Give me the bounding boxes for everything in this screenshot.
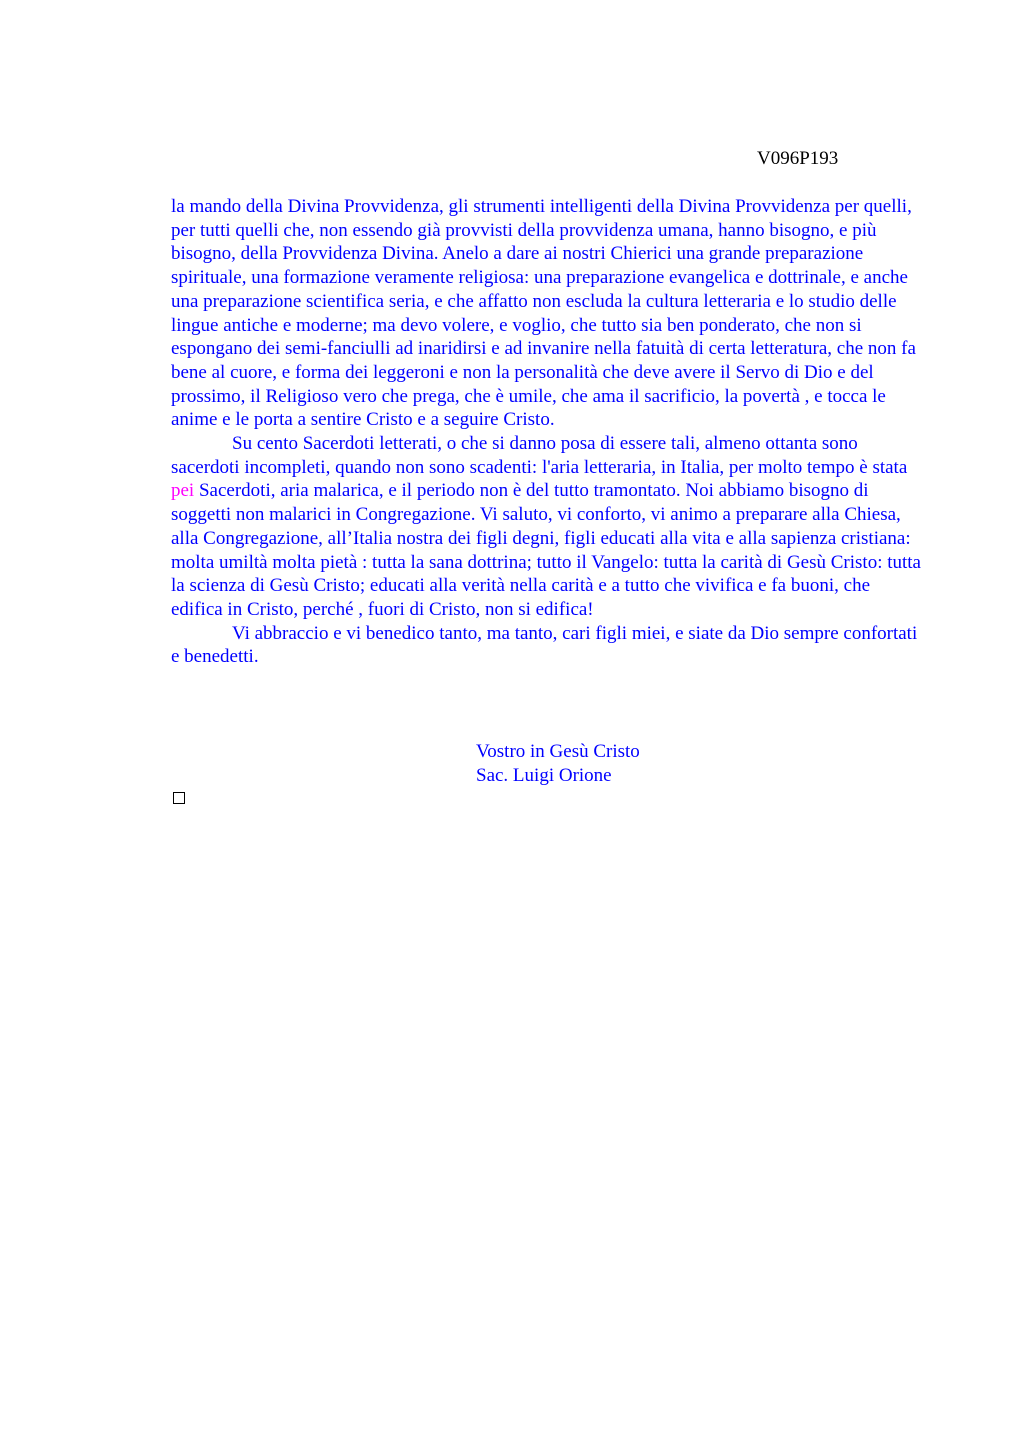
- paragraph-2-text-start: Su cento Sacerdoti letterati, o che si danno posa di essere tali, almeno ottanta sono sacerdoti incompleti, quando non sono scadenti: l'aria letteraria, in Italia, per molto tempo è stata: [171, 433, 908, 478]
- signature-block: [476, 740, 640, 788]
- checkbox-square-icon: [173, 792, 185, 804]
- signature-name: Sac. Luigi Orione: [476, 765, 612, 786]
- highlighted-word: pei: [171, 480, 195, 502]
- paragraph-2: [171, 432, 926, 622]
- letter-body: [171, 195, 926, 669]
- paragraph-1: la mando della Divina Provvidenza, gli strumenti intelligenti della Divina Provvidenza per quelli, per tutti quelli che, non essendo già provvisti della provvidenza umana, hanno bisogno, e più bisogno, della Provvidenza Divina. Anelo a dare ai nostri Chierici una grande preparazione spirituale, una formazione veramente religiosa: una preparazione evangelica e dottrinale, e anche una preparazione scientifica seria, e che affatto non escluda la cultura letteraria e lo studio delle lingue antiche e moderne; ma devo volere, e voglio, che tutto sia ben ponderato, che non si espongano dei semi-fanciulli ad inaridirsi e ad invanire nella fatuità di certa letteratura, che non fa bene al cuore, e forma dei leggeroni e non la personalità che deve avere il Servo di Dio e del prossimo, il Religioso vero che prega, che è umile, che ama il sacrificio, la povertà , e tocca le anime e le porta a sentire Cristo e a seguire Cristo.: [171, 196, 916, 431]
- paragraph-2-text-end: Sacerdoti, aria malarica, e il periodo non è del tutto tramontato. Noi abbiamo bisogno di soggetti non malarici in Congregazione. Vi saluto, vi conforto, vi animo a preparare alla Chiesa, alla Congregazione, all’Italia nostra dei figli degni, figli educati alla vita e alla sapienza cristiana: molta umiltà molta pietà : tutta la sana dottrina; tutto il Vangelo: tutta la carità di Gesù Cristo: tutta la scienza di Gesù Cristo; educati alla verità nella carità e a tutto che vivifica e fa buoni, che edifica in Cristo, perché , fuori di Cristo, non si edifica!: [171, 480, 921, 620]
- page-reference: V096P193: [757, 148, 839, 169]
- signature-closing: Vostro in Gesù Cristo: [476, 741, 640, 762]
- paragraph-3: Vi abbraccio e vi benedico tanto, ma tanto, cari figli miei, e siate da Dio sempre confortati e benedetti.: [171, 622, 918, 668]
